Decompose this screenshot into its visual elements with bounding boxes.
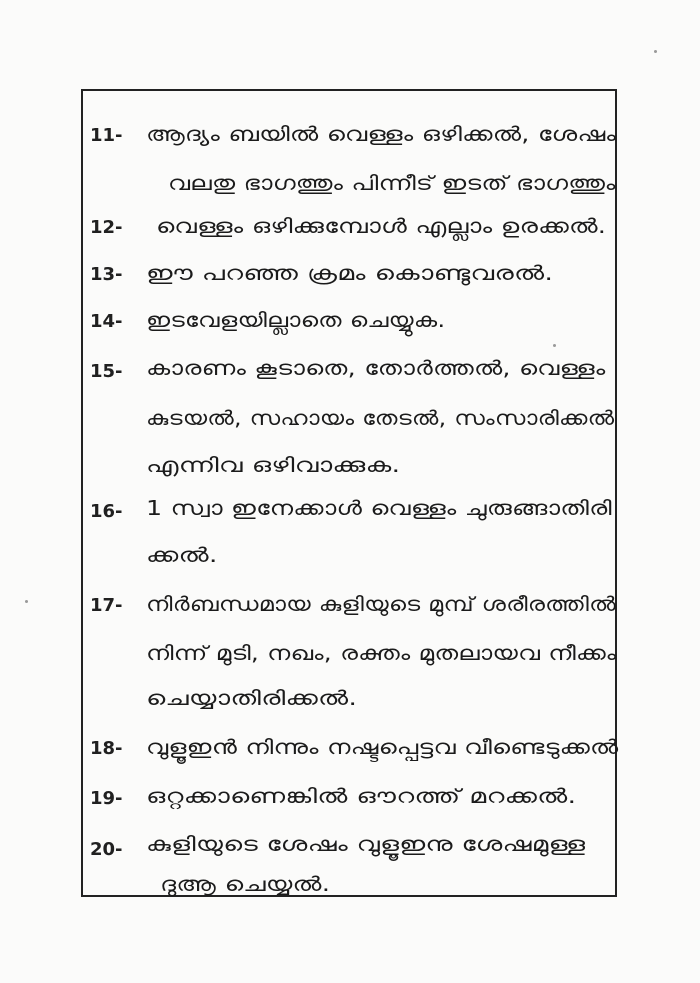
item-number: 20- [90,839,123,860]
item-number: 14- [90,311,123,332]
item-text-line: ദുആ ചെയ്യൽ. [160,872,331,896]
item-text-line: വുളൂഇൻ നിന്നും നഷ്ടപ്പെട്ടവ വീണ്ടെടുക്കൽ [146,735,619,759]
item-number: 11- [90,125,123,146]
item-text-line: കുടയൽ, സഹായം തേടൽ, സംസാരിക്കൽ [146,406,615,430]
item-number: 16- [90,501,123,522]
item-number: 17- [90,595,123,616]
item-text-line: വെള്ളം ഒഴിക്കുമ്പോൾ എല്ലാം ഉരക്കൽ. [156,214,607,238]
item-text-line: ക്കൽ. [146,543,218,567]
scan-speck [25,600,28,603]
item-text-line: നിർബന്ധമായ കുളിയുടെ മുമ്പ് ശരീരത്തിൽ [146,592,617,616]
item-text-line: ചെയ്യാതിരിക്കൽ. [146,686,358,710]
item-text-line: ആദ്യം ബയിൽ വെള്ളം ഒഴിക്കൽ, ശേഷം [146,122,617,146]
item-number: 19- [90,788,123,809]
item-text-line: കാരണം കൂടാതെ, തോർത്തൽ, വെള്ളം [146,356,606,380]
item-number: 18- [90,738,123,759]
page-border-frame [81,89,617,897]
item-number: 15- [90,361,123,382]
item-text-line: കുളിയുടെ ശേഷം വുളൂഇനു ശേഷമുള്ള [146,832,586,856]
item-text-line: നിന്ന് മുടി, നഖം, രക്തം മുതലായവ നീക്കം [146,641,617,665]
item-number: 12- [90,217,123,238]
item-text-line: 1 സ്വാ ഇനേക്കാൾ വെള്ളം ചുരുങ്ങാതിരി [146,496,612,520]
item-text-line: ഒറ്റക്കാണെങ്കിൽ ഔറത്ത് മറക്കൽ. [146,784,577,808]
item-text-line: എന്നിവ ഒഴിവാക്കുക. [146,453,401,477]
item-text-line: ഈ പറഞ്ഞ ക്രമം കൊണ്ടുവരൽ. [146,261,554,285]
scan-speck [553,344,556,347]
scan-speck [654,50,657,53]
item-text-line: ഇടവേളയില്ലാതെ ചെയ്യുക. [146,308,446,332]
item-number: 13- [90,264,123,285]
item-text-line: വലതു ഭാഗത്തും പിന്നീട് ഇടത് ഭാഗത്തും [168,171,616,195]
